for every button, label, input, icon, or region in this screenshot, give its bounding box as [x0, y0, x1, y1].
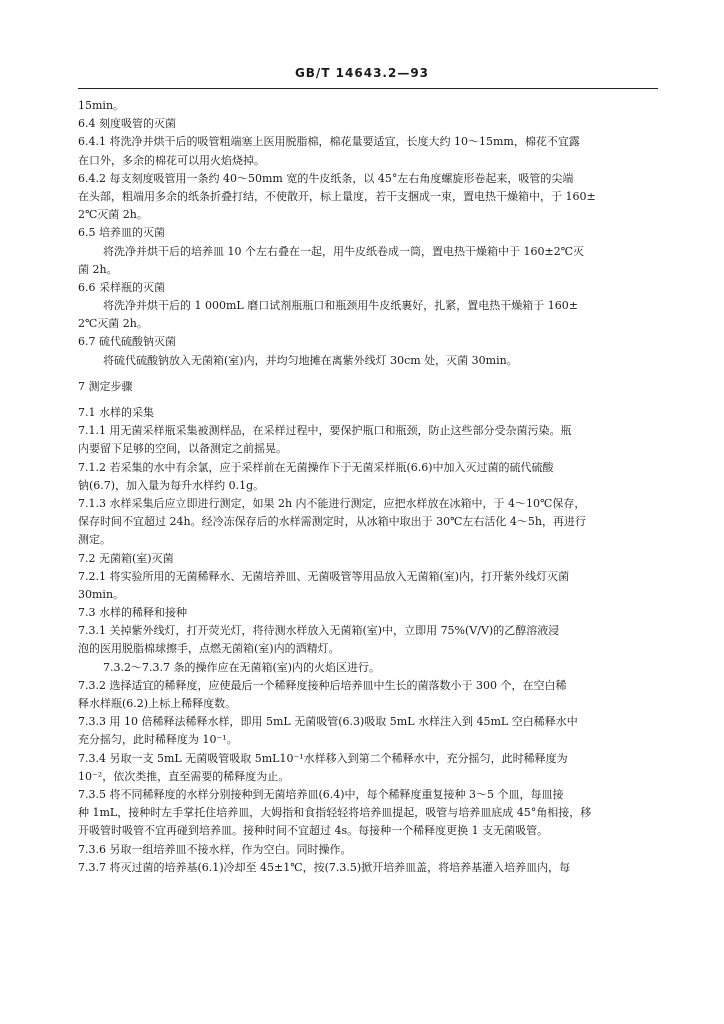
document-body [78, 97, 660, 877]
text-line: 7.1.3 水样采集后应立即进行测定，如果 2h 内不能进行测定，应把水样放在冰箱中，于 4～10℃保存， [78, 496, 586, 510]
header-rule [78, 88, 658, 89]
text-line: 保存时间不宜超过 24h。经冷冻保存后的水样需测定时，从冰箱中取出于 30℃左右活化 4～5h，再进行 [78, 515, 586, 529]
text-line: 将洗净并烘干后的培养皿 10 个左右叠在一起，用牛皮纸卷成一筒，置电热干燥箱中于 160±2℃灭 [103, 244, 585, 258]
text-line: 7.3.4 另取一支 5mL 无菌吸管吸取 5mL10⁻¹水样移入到第二个稀释水中，充分摇匀，此时稀释度为 [78, 751, 568, 765]
text-line: 种 1mL，接种时左手掌托住培养皿，大姆指和食指轻轻将培养皿提起，吸管与培养皿底成 45°角相接，移 [78, 806, 592, 820]
text-line: 内要留下足够的空间，以备测定之前摇晃。 [78, 442, 287, 456]
text-line: 7.3.2～7.3.7 条的操作应在无菌箱(室)内的火焰区进行。 [103, 660, 381, 674]
chapter-heading: 7 测定步骤 [78, 379, 133, 393]
text-line: 7.1.2 若采集的水中有余氯，应于采样前在无菌操作下于无菌采样瓶(6.6)中加入灭过菌的硫代硫酸 [78, 460, 554, 474]
text-line: 充分摇匀，此时稀释度为 10⁻¹。 [78, 733, 238, 747]
text-line: 7.3.1 关掉紫外线灯，打开荧光灯，将待测水样放入无菌箱(室)中，立即用 75%(V/V)的乙醇溶液浸 [78, 624, 560, 638]
text-line: 泡的医用脱脂棉球擦手，点燃无菌箱(室)内的酒精灯。 [78, 642, 340, 656]
text-line: 测定。 [78, 533, 111, 547]
text-line: 菌 2h。 [78, 262, 118, 276]
text-line: 在头部，粗端用多余的纸条折叠打结，不使散开，标上量度，若干支捆成一束，置电热干燥箱中，于 160± [78, 189, 596, 203]
text-line: 释水样瓶(6.2)上标上稀释度数。 [78, 697, 237, 710]
text-line: 钠(6.7)，加入量为每升水样约 0.1g。 [78, 478, 265, 492]
section-heading: 7.2 无菌箱(室)灭菌 [78, 551, 174, 565]
text-line: 6.4.2 每支刻度吸管用一条约 40～50mm 宽的牛皮纸条，以 45°左右角度螺旋形卷起来，吸管的尖端 [78, 171, 574, 185]
text-line: 2℃灭菌 2h。 [78, 208, 148, 222]
text-line: 30min。 [78, 587, 125, 601]
text-line: 2℃灭菌 2h。 [78, 317, 148, 331]
text-line: 10⁻²，依次类推，直至需要的稀释度为止。 [78, 769, 290, 783]
text-line: 7.2.1 将实验所用的无菌稀释水、无菌培养皿、无菌吸管等用品放入无菌箱(室)内，打开紫外线灯灭菌 [78, 569, 570, 583]
text-line: 7.1.1 用无菌采样瓶采集被测样品，在采样过程中，要保护瓶口和瓶颈，防止这些部分受杂菌污染。瓶 [78, 424, 572, 438]
text-line: 6.4.1 将洗净并烘干后的吸管粗端塞上医用脱脂棉，棉花量要适宜，长度大约 10～15mm，棉花不宜露 [78, 135, 580, 149]
text-line: 7.3.7 将灭过菌的培养基(6.1)冷却至 45±1℃，按(7.3.5)掀开培养皿盖，将培养基灌入培养皿内，每 [78, 860, 571, 874]
text-line: 将洗净并烘干后的 1 000mL 磨口试剂瓶瓶口和瓶颈用牛皮纸裹好，扎紧，置电热干燥箱于 160± [103, 299, 578, 313]
section-heading: 7.3 水样的稀释和接种 [78, 606, 187, 620]
text-line: 7.3.5 将不同稀释度的水样分别接种到无菌培养皿(6.4)中，每个稀释度重复接种 3～5 个皿，每皿接 [78, 787, 564, 801]
text-line: 7.3.2 选择适宜的稀释度，应使最后一个稀释度接种后培养皿中生长的菌落数小于 300 个，在空白稀 [78, 678, 567, 692]
section-heading: 7.1 水样的采集 [78, 406, 154, 419]
text-line: 7.3.3 用 10 倍稀释法稀释水样，即用 5mL 无菌吸管(6.3)吸取 5mL 水样注入到 45mL 空白稀释水中 [78, 715, 578, 729]
standard-header: GB/T 14643.2—93 [294, 66, 430, 80]
text-line: 15min。 [78, 99, 125, 112]
text-line: 开吸管时吸管不宜再碰到培养皿。接种时间不宜超过 4s。每接种一个稀释度更换 1 支无菌吸管。 [78, 824, 549, 838]
text-line: 在口外，多余的棉花可以用火焰烧掉。 [78, 153, 265, 167]
section-heading: 6.5 培养皿的灭菌 [78, 226, 165, 240]
section-heading: 6.7 硫代硫酸钠灭菌 [78, 335, 176, 349]
text-line: 7.3.6 另取一组培养皿不接水样，作为空白。同时操作。 [78, 842, 352, 856]
section-heading: 6.4 刻度吸管的灭菌 [78, 117, 176, 131]
section-heading: 6.6 采样瓶的灭菌 [78, 280, 165, 294]
text-line: 将硫代硫酸钠放入无菌箱(室)内，并均匀地摊在离紫外线灯 30cm 处，灭菌 30min。 [103, 353, 518, 367]
